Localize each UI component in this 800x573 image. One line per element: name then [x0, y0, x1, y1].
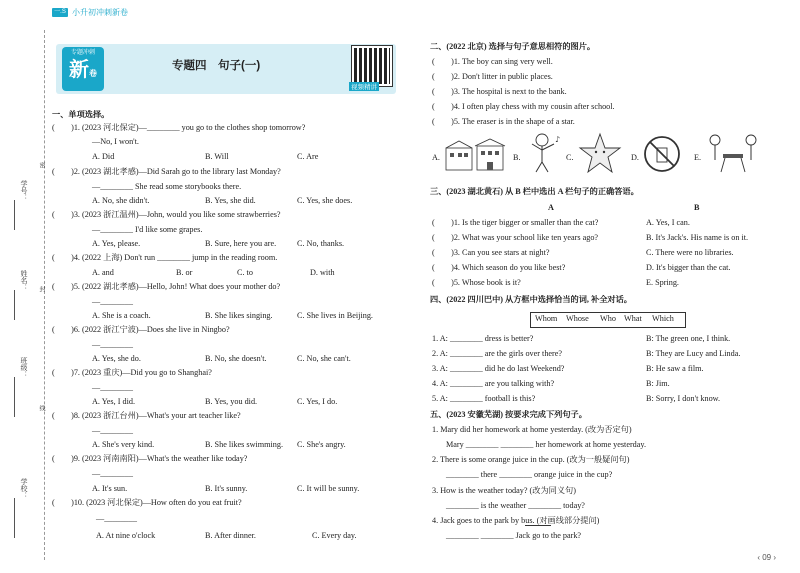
s4-a-2: 2. A: ________ are the girls over there?: [432, 349, 563, 358]
badge-suffix: 卷: [89, 69, 97, 78]
q3-sub: —________ I'd like some grapes.: [92, 225, 203, 234]
q3-stem: ( )3. (2023 浙江温州)—John, would you like some strawberries?: [52, 210, 281, 219]
s5-a-3[interactable]: ________ is the weather ________ today?: [446, 501, 585, 510]
q4-b[interactable]: B. or: [176, 268, 193, 277]
q6-b[interactable]: B. No, she doesn't.: [205, 354, 267, 363]
underline-by-bus: [525, 525, 551, 526]
word-3: Who: [600, 314, 616, 323]
s4-a-1: 1. A: ________ dress is better?: [432, 334, 534, 343]
q3-b[interactable]: B. Sure, here you are.: [205, 239, 277, 248]
q1-a[interactable]: A. Did: [92, 152, 115, 161]
q10-sub: —________: [96, 514, 137, 523]
name-line: [14, 290, 15, 320]
student-no-label: 学号：: [20, 180, 27, 201]
q1-sub: —No, I won't.: [92, 137, 139, 146]
q8-sub: —________: [92, 426, 133, 435]
name-label: 姓名：: [20, 270, 27, 291]
cut-mark-c: 线: [38, 405, 44, 411]
q2-stem: ( )2. (2023 湖北孝感)—Did Sarah go to the library last Monday?: [52, 167, 281, 176]
q2-c[interactable]: C. Yes, she does.: [297, 196, 353, 205]
section5-title: 五、(2023 安徽芜湖) 按要求完成下列句子。: [430, 410, 587, 419]
class-line: [14, 377, 15, 417]
singing-boy-picture: [524, 132, 564, 174]
header-title: 小升初冲刺新卷: [72, 8, 128, 17]
q3-a[interactable]: A. Yes, please.: [92, 239, 141, 248]
section4-title: 四、(2022 四川巴中) 从方框中选择恰当的词, 补全对话。: [430, 295, 632, 304]
badge-main-char: 新: [69, 59, 89, 81]
page-number: ‹ 09 ›: [757, 553, 776, 562]
s4-b-4: B: Jim.: [646, 379, 670, 388]
q10-b[interactable]: B. After dinner.: [205, 531, 256, 540]
s4-b-5: B: Sorry, I don't know.: [646, 394, 721, 403]
q4-c[interactable]: C. to: [237, 268, 253, 277]
q1-stem: ( )1. (2023 河北保定)—________ you go to the clothes shop tomorrow?: [52, 123, 306, 132]
s2-item-2: ( )2. Don't litter in public places.: [432, 72, 553, 81]
s5-q-3: 3. How is the weather today? (改为同义句): [432, 486, 576, 495]
s2-item-3: ( )3. The hospital is next to the bank.: [432, 87, 567, 96]
q2-a[interactable]: A. No, she didn't.: [92, 196, 150, 205]
s3-b-3: C. There were no libraries.: [646, 248, 734, 257]
s5-q-2: 2. There is some orange juice in the cup. (改为一般疑问句): [432, 455, 630, 464]
q5-stem: ( )5. (2022 湖北孝感)—Hello, John! What does your mother do?: [52, 282, 281, 291]
s4-b-1: B: The green one, I think.: [646, 334, 731, 343]
s4-a-3: 3. A: ________ did he do last Weekend?: [432, 364, 565, 373]
q1-b[interactable]: B. Will: [205, 152, 229, 161]
header-tag: 一.S: [52, 8, 68, 17]
s5-a-1[interactable]: Mary ________ ________ her homework at home yesterday.: [446, 440, 647, 449]
q10-c[interactable]: C. Every day.: [312, 531, 357, 540]
section2-title: 二、(2022 北京) 选择与句子意思相符的图片。: [430, 42, 596, 51]
badge-main: [62, 58, 104, 86]
q10-stem: ( )10. (2023 河北保定)—How often do you eat fruit?: [52, 498, 242, 507]
q7-c[interactable]: C. Yes, I do.: [297, 397, 338, 406]
q4-a[interactable]: A. and: [92, 268, 114, 277]
s2-label-d: D.: [631, 153, 639, 162]
s3-b-1: A. Yes, I can.: [646, 218, 690, 227]
s4-b-2: B: They are Lucy and Linda.: [646, 349, 741, 358]
s3-b-5: E. Spring.: [646, 278, 679, 287]
s5-a-4[interactable]: ________ ________ Jack go to the park?: [446, 531, 582, 540]
s4-a-4: 4. A: ________ are you talking with?: [432, 379, 555, 388]
s2-label-e: E.: [694, 153, 702, 162]
cut-mark-a: 密: [38, 162, 44, 168]
q8-stem: ( )8. (2023 浙江台州)—What's your art teacher like?: [52, 411, 241, 420]
s2-item-1: ( )1. The boy can sing very well.: [432, 57, 553, 66]
student-no-line: [14, 200, 15, 230]
word-2: Whose: [566, 314, 589, 323]
class-label: 班级：: [20, 357, 27, 378]
badge-top: 专题冲刺: [70, 50, 95, 56]
q10-a[interactable]: A. At nine o'clock: [96, 531, 156, 540]
video-label: 视频精讲: [351, 84, 377, 91]
s3-col-b: B: [694, 203, 700, 212]
s3-b-2: B. It's Jack's. His name is on it.: [646, 233, 749, 242]
s3-a-1: ( )1. Is the tiger bigger or smaller than the cat?: [432, 218, 599, 227]
s2-item-4: ( )4. I often play chess with my cousin after school.: [432, 102, 615, 111]
word-1: Whom: [535, 314, 558, 323]
cut-mark-b: 封: [38, 286, 44, 292]
word-5: Which: [652, 314, 674, 323]
s2-item-5: ( )5. The eraser is in the shape of a star.: [432, 117, 575, 126]
q5-b[interactable]: B. She likes singing.: [205, 311, 273, 320]
svg-text:♪: ♪: [555, 135, 561, 144]
q9-a[interactable]: A. It's sun.: [92, 484, 128, 493]
q7-b[interactable]: B. Yes, you did.: [205, 397, 258, 406]
q4-d[interactable]: D. with: [310, 268, 335, 277]
buildings-picture: [444, 138, 506, 172]
q9-sub: —________: [92, 469, 133, 478]
s3-col-a: A: [548, 203, 554, 212]
star-eraser-picture: [578, 132, 622, 174]
q7-sub: —________: [92, 383, 133, 392]
q8-a[interactable]: A. She's very kind.: [92, 440, 155, 449]
q4-stem: ( )4. (2022 上海) Don't run ________ jump in the reading room.: [52, 253, 278, 262]
s5-q-4: 4. Jack goes to the park by bus. (对画线部分提问): [432, 516, 600, 525]
s2-label-a: A.: [432, 153, 440, 162]
q2-b[interactable]: B. Yes, she did.: [205, 196, 256, 205]
q6-sub: —________: [92, 340, 133, 349]
school-label: 学校：: [20, 478, 27, 499]
s5-q-1: 1. Mary did her homework at home yesterday. (改为否定句): [432, 425, 632, 434]
cut-line: [44, 30, 45, 560]
s4-a-5: 5. A: ________ football is this?: [432, 394, 536, 403]
s2-label-c: C.: [566, 153, 574, 162]
q6-c[interactable]: C. No, she can't.: [297, 354, 351, 363]
s3-b-4: D. It's bigger than the cat.: [646, 263, 731, 272]
word-4: What: [624, 314, 642, 323]
q3-c[interactable]: C. No, thanks.: [297, 239, 345, 248]
section3-title: 三、(2023 湖北黄石) 从 B 栏中选出 A 栏句子的正确答语。: [430, 187, 639, 196]
q9-stem: ( )9. (2023 河南南阳)—What's the weather like today?: [52, 454, 248, 463]
q2-sub: —________ She read some storybooks there.: [92, 182, 242, 191]
q5-a[interactable]: A. She is a coach.: [92, 311, 151, 320]
s3-a-2: ( )2. What was your school like ten years ago?: [432, 233, 599, 242]
q5-sub: —________: [92, 297, 133, 306]
badge: [62, 47, 104, 91]
q6-a[interactable]: A. Yes, she do.: [92, 354, 141, 363]
s3-a-4: ( )4. Which season do you like best?: [432, 263, 566, 272]
q9-b[interactable]: B. It's sunny.: [205, 484, 248, 493]
school-line: [14, 498, 15, 538]
qr-code-icon[interactable]: [352, 46, 392, 86]
q9-c[interactable]: C. It will be sunny.: [297, 484, 360, 493]
q5-c[interactable]: C. She lives in Beijing.: [297, 311, 373, 320]
q1-c[interactable]: C. Are: [297, 152, 319, 161]
s3-a-5: ( )5. Whose book is it?: [432, 278, 521, 287]
no-litter-sign-picture: [642, 134, 682, 174]
q8-b[interactable]: B. She likes swimming.: [205, 440, 284, 449]
q7-stem: ( )7. (2023 重庆)—Did you go to Shanghai?: [52, 368, 212, 377]
q7-a[interactable]: A. Yes, I did.: [92, 397, 135, 406]
q6-stem: ( )6. (2022 浙江宁波)—Does she live in Ningbo?: [52, 325, 230, 334]
s3-a-3: ( )3. Can you see stars at night?: [432, 248, 550, 257]
section1-title: 一、单项选择。: [52, 110, 110, 119]
s2-label-b: B.: [513, 153, 521, 162]
playing-chess-picture: [705, 132, 761, 174]
s5-a-2[interactable]: ________ there ________ orange juice in the cup?: [446, 470, 613, 479]
s4-b-3: B: He saw a film.: [646, 364, 704, 373]
q8-c[interactable]: C. She's angry.: [297, 440, 346, 449]
page-title: 专题四 句子(一): [172, 60, 261, 72]
